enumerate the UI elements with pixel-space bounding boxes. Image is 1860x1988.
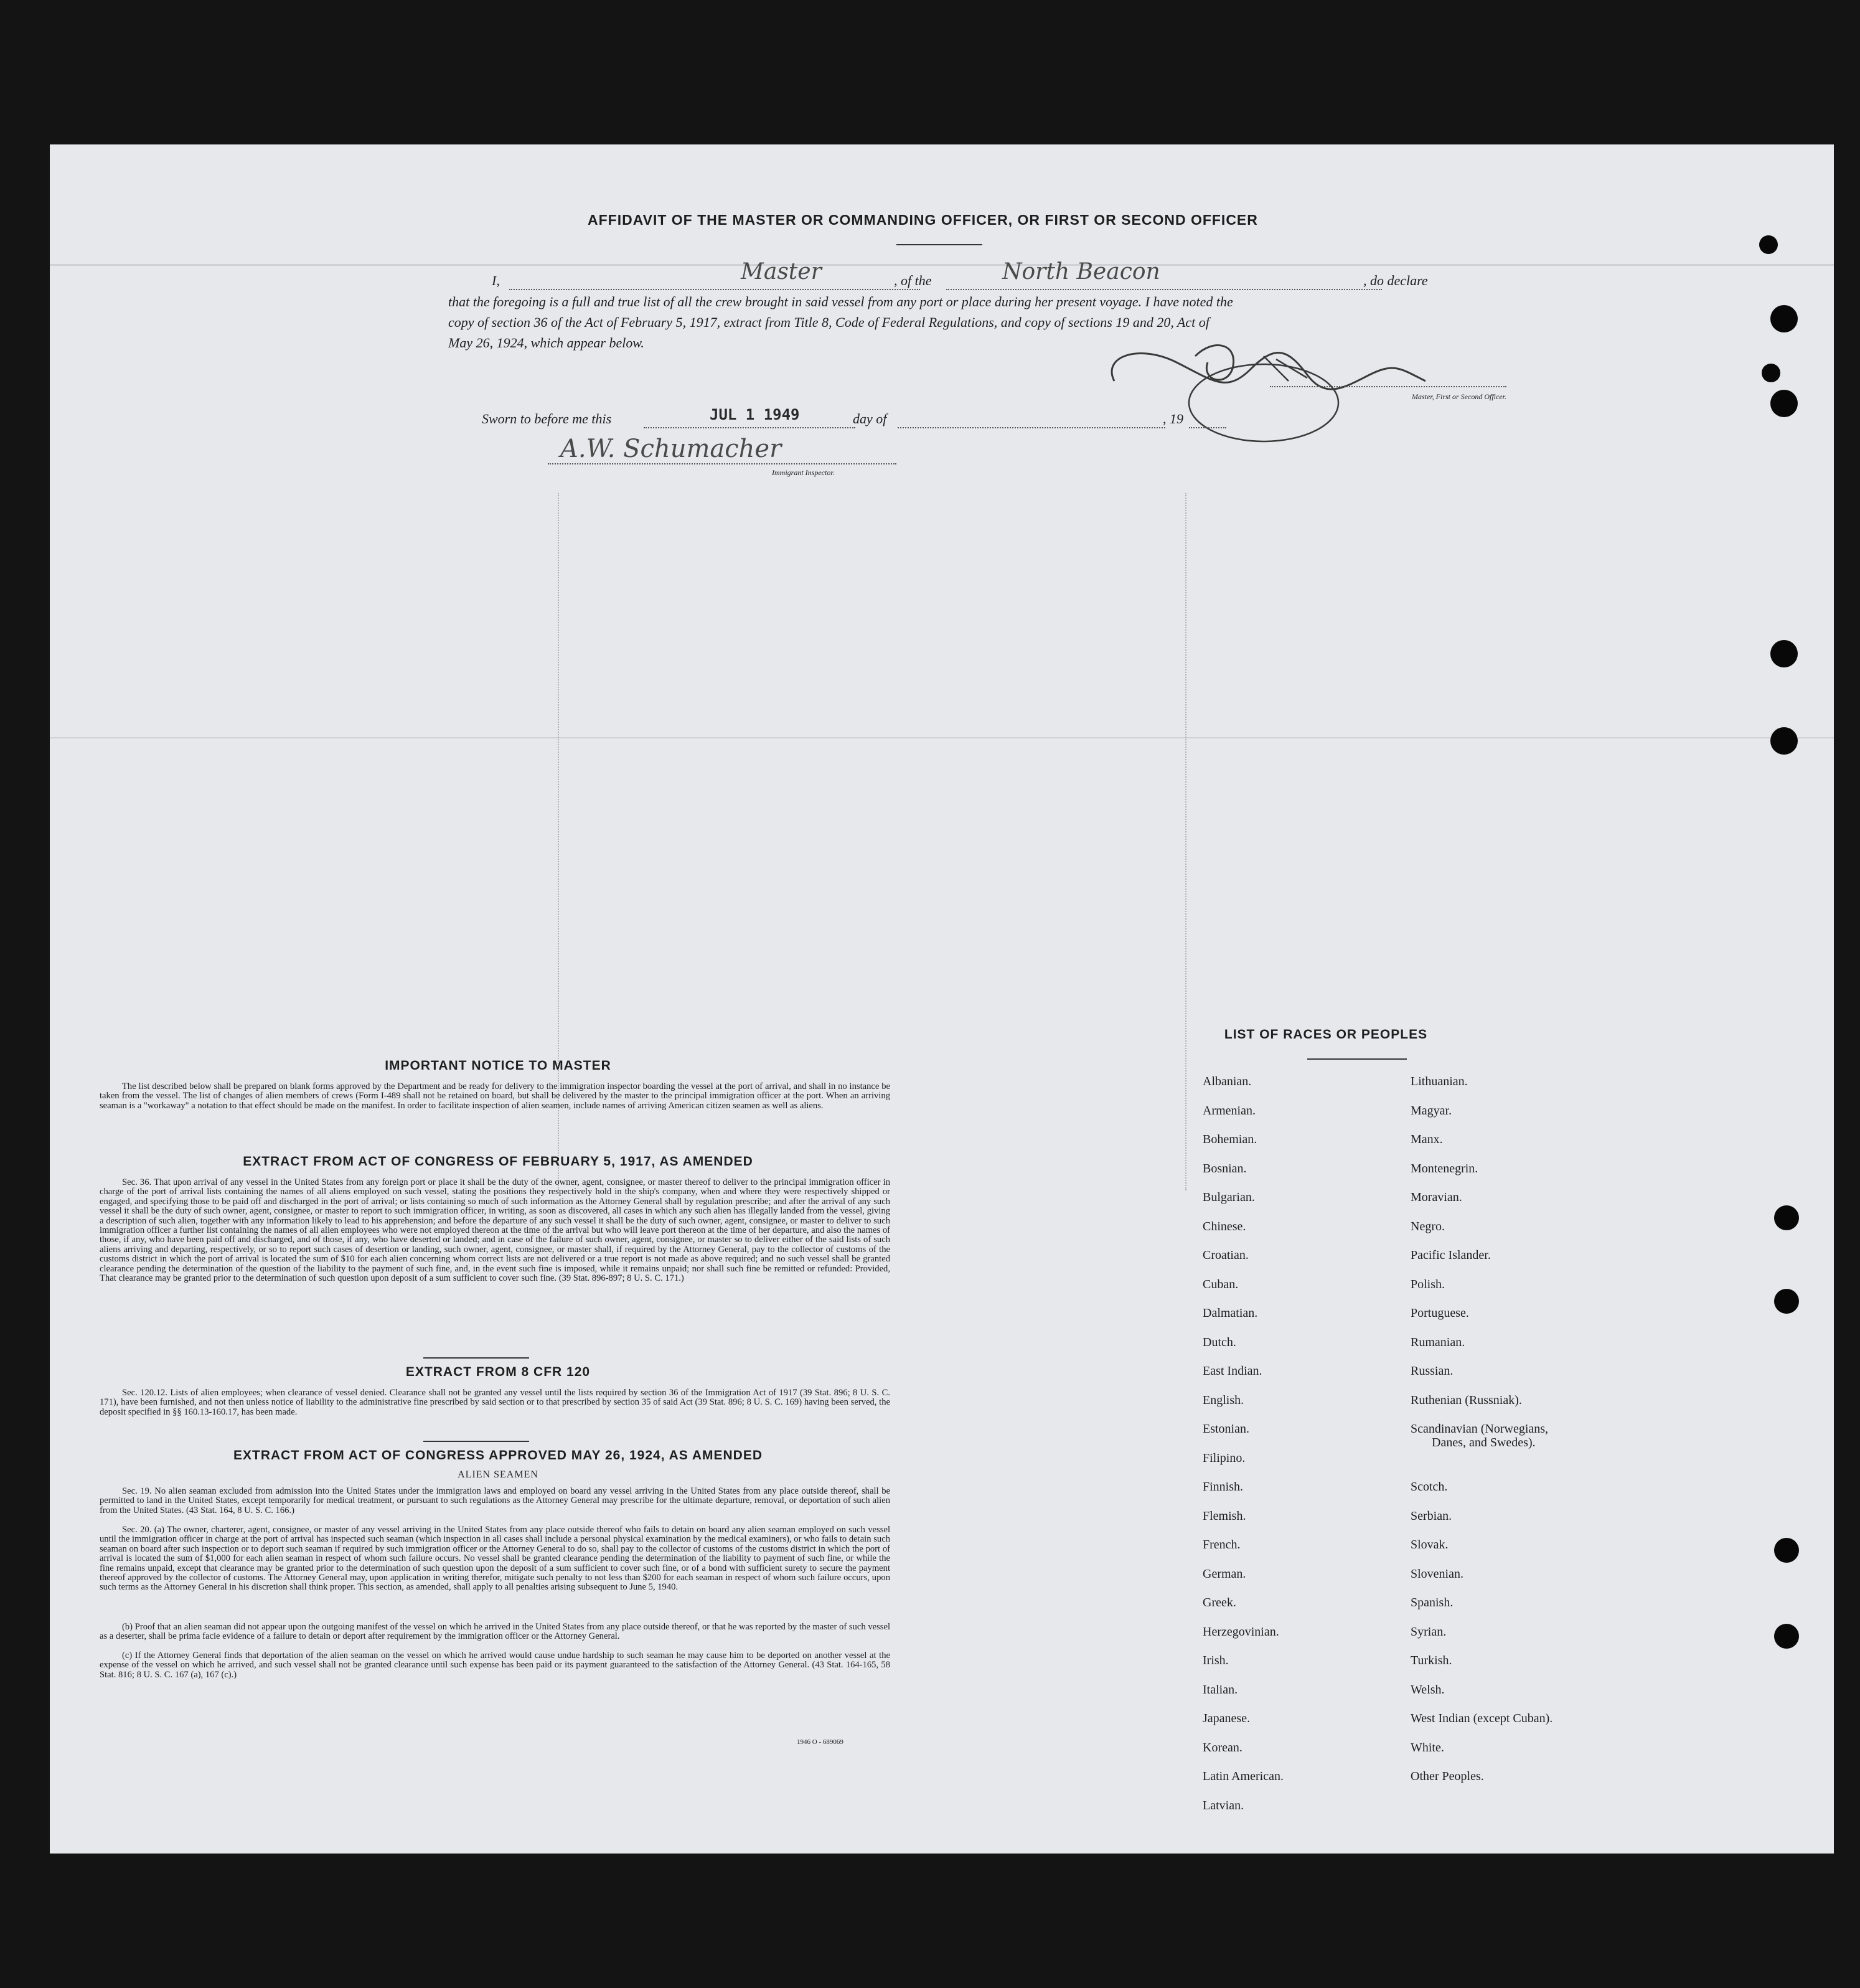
race-item: Greek. — [1203, 1596, 1236, 1609]
race-item: Dutch. — [1203, 1335, 1236, 1349]
day-of-label: day of — [853, 411, 887, 426]
race-item: Filipino. — [1203, 1451, 1246, 1465]
extract-1924-sec20b: (b) Proof that an alien seaman did not appear upon the outgoing manifest of the vessel on which he arrived in the United States from any place outside thereof, or that he was reported by the master of such vessel as a deserter, shall be prima facie evidence of a failure to detain or deport after requirement by the immigration officer or the Attorney General. — [100, 1622, 890, 1642]
race-item: Lithuanian. — [1411, 1075, 1468, 1088]
race-item: Slovak. — [1411, 1538, 1449, 1552]
race-item: Serbian. — [1411, 1509, 1452, 1523]
race-item: Ruthenian (Russniak). — [1411, 1393, 1522, 1407]
extract-1924-sec19: Sec. 19. No alien seaman excluded from admission into the United States under the immigration laws and employed on board any vessel arriving in the United States from any place outside thereof, shall be permitted to land in the United States, except temporarily for medical treatment, or pursuant to such regulations as the Attorney General may prescribe for the ultimate departure, removal, or deportation of such alien from the United States. (43 Stat. 164, 8 U. S. C. 166.) — [100, 1486, 890, 1515]
race-item: Negro. — [1411, 1219, 1445, 1233]
day-blank — [644, 427, 855, 428]
race-item: Danes, and Swedes). — [1432, 1436, 1536, 1449]
race-item: East Indian. — [1203, 1364, 1262, 1378]
name-blank — [509, 289, 920, 290]
race-item: Spanish. — [1411, 1596, 1454, 1609]
race-item: English. — [1203, 1393, 1244, 1407]
extract-1924-heading: EXTRACT FROM ACT OF CONGRESS APPROVED MAY 26, 1924, AS AMENDED — [233, 1448, 763, 1463]
statement-line-3: May 26, 1924, which appear below. — [448, 335, 644, 351]
extract-1917-heading: EXTRACT FROM ACT OF CONGRESS OF FEBRUARY 5, 1917, AS AMENDED — [243, 1154, 753, 1169]
race-item: Croatian. — [1203, 1248, 1249, 1262]
handwritten-vessel-name: North Beacon — [1002, 259, 1160, 285]
race-item: French. — [1203, 1538, 1241, 1552]
statement-line-1: that the foregoing is a full and true list of all the crew brought in said vessel from any port or place during her present voyage. I have noted the — [448, 294, 1233, 309]
punch-hole — [1770, 390, 1798, 417]
race-item: Latvian. — [1203, 1798, 1244, 1812]
race-item: Slovenian. — [1411, 1566, 1463, 1581]
race-item: Scandinavian (Norwegians, — [1411, 1422, 1549, 1436]
vessel-blank — [946, 289, 1382, 290]
race-item: Chinese. — [1203, 1219, 1246, 1233]
punch-hole — [1770, 727, 1798, 755]
race-item: Dalmatian. — [1203, 1306, 1258, 1320]
race-item: Rumanian. — [1411, 1335, 1465, 1349]
title-rule — [896, 244, 982, 245]
column-guide — [1185, 493, 1186, 1190]
signature-blank — [1270, 386, 1506, 387]
race-item: Moravian. — [1411, 1190, 1462, 1204]
extract-8cfr-heading: EXTRACT FROM 8 CFR 120 — [405, 1365, 591, 1379]
affidavit-title: AFFIDAVIT OF THE MASTER OR COMMANDING OFFICER, OR FIRST OR SECOND OFFICER — [588, 212, 1258, 228]
fold-line — [50, 737, 1834, 738]
races-heading: LIST OF RACES OR PEOPLES — [1224, 1027, 1428, 1042]
year-blank — [1189, 427, 1226, 428]
race-item: Montenegrin. — [1411, 1161, 1478, 1175]
race-item: Korean. — [1203, 1740, 1242, 1755]
race-item: Syrian. — [1411, 1624, 1447, 1639]
race-item: Flemish. — [1203, 1509, 1246, 1523]
punch-hole — [1762, 364, 1780, 382]
race-item: Herzegovinian. — [1203, 1624, 1279, 1639]
handwritten-master: Master — [741, 259, 822, 285]
race-item: German. — [1203, 1566, 1246, 1581]
year-label: , 19 — [1163, 411, 1183, 426]
race-item: Bosnian. — [1203, 1161, 1247, 1175]
race-item: Bulgarian. — [1203, 1190, 1255, 1204]
race-item: Magyar. — [1411, 1103, 1452, 1118]
punch-hole — [1774, 1205, 1799, 1230]
punch-hole — [1759, 235, 1778, 254]
fold-line — [50, 264, 1834, 266]
race-item: Turkish. — [1411, 1654, 1452, 1667]
extract-1924-sec20c: (c) If the Attorney General finds that deportation of the alien seaman on the vessel on which he arrived would cause undue hardship to such seaman he may cause him to be deported on another vessel at the expense of the vessel on which he arrived, and such vessel shall not be granted clearance until such expense has been paid or its payment guaranteed to the satisfaction of the Attorney General. (43 Stat. 164-165, 58 Stat. 816; 8 U. S. C. 167 (a), 167 (c).) — [100, 1651, 890, 1680]
sworn-label: Sworn to before me this — [482, 411, 612, 426]
extract-1917-text: Sec. 36. That upon arrival of any vessel in the United States from any foreign port or place it shall be the duty of the owner, agent, consignee, or master thereof to deliver to the principal immigration officer in charge of the port of arrival lists containing the names of all aliens employed on such vessel, stating the positions they respectively hold in the ship's company, when and where they were respectively shipped or engaged, and specifying those to be paid off and discharged in the port of arrival; or lists containing so much of such information as the Attorney General shall by regulation prescribe; and after the arrival of any such vessel it shall be the duty of such owner, agent, consignee, or master to report to such immigration officer, in writing, as soon as discovered, all cases in which any such alien has illegally landed from the vessel, giving a description of such alien, together with any information likely to lead to his apprehension; and before the departure of any such vessel it shall be the duty of such owner, agent, consignee, or master to deliver to such immigration officer a further list containing the names of all alien employees who were not employed thereon at the time of the arrival but who will leave port thereon at the time of her departure, and also the names of those, if any, who have been paid off and discharged, and of those, if any, who have deserted or landed; and in case of the failure of such owner, agent, consignee, or master so to deliver either of the said lists of such aliens arriving and departing, respectively, or so to report such cases of desertion or landing, such owner, agent, consignee, or master shall, if required by the Attorney General, pay to the collector of customs of the customs district in which the port of arrival is located the sum of $10 for each alien concerning whom correct lists are not delivered or a true report is not made as above required; and no such vessel shall be granted clearance pending the determination of the question of the liability to the payment of such fine, and, in the event such fine is imposed, while it remains unpaid; nor shall such fine be remitted or refunded: Provided, That clearance may be granted prior to the determination of such question upon deposit of a sum sufficient to cover such fine. (39 Stat. 896-897; 8 U. S. C. 171.) — [100, 1177, 890, 1284]
section-rule — [423, 1441, 529, 1442]
race-item: Cuban. — [1203, 1277, 1239, 1291]
notice-heading: IMPORTANT NOTICE TO MASTER — [385, 1058, 611, 1073]
statement-line-2: copy of section 36 of the Act of February 5, 1917, extract from Title 8, Code of Federal Regulations, and copy of sections 19 and 20, Act of — [448, 314, 1209, 330]
notice-text: The list described below shall be prepared on blank forms approved by the Department and be ready for delivery to the immigration inspector boarding the vessel at the port of arrival, and shall in no instance be taken from the vessel. The list of changes of alien members of crews (Form I-489 shall not be retained on board, but shall be delivered by the master to the principal immigration officer at the port. When an arriving seaman is a "workaway" a notation to that effect should be made on the manifest. In order to facilitate inspection of alien seamen, include names of arriving American citizen seamen as well as aliens. — [100, 1081, 890, 1111]
race-item: West Indian (except Cuban). — [1411, 1712, 1553, 1725]
race-item: Italian. — [1203, 1682, 1238, 1697]
inspector-blank — [548, 463, 896, 464]
month-blank — [898, 427, 1165, 428]
race-item: Irish. — [1203, 1654, 1229, 1667]
race-item: Finnish. — [1203, 1480, 1244, 1494]
i-label: I, — [492, 273, 500, 288]
races-rule — [1307, 1058, 1407, 1060]
punch-hole — [1770, 305, 1798, 332]
punch-hole — [1774, 1538, 1799, 1563]
extract-8cfr-text: Sec. 120.12. Lists of alien employees; when clearance of vessel denied. Clearance shall not be granted any vessel until the lists required by section 36 of the Immigration Act of 1917 (39 Stat. 896; 8 U. S. C. 171), have been furnished, and not then unless notice of liability to the administrative fine prescribed by said section or to that prescribed by section 35 of said Act (39 Stat. 896; 8 U. S. C. 169) having been served, the deposit specified in §§ 160.13-160.17, has been made. — [100, 1388, 890, 1417]
extract-1924-sec20a: Sec. 20. (a) The owner, charterer, agent, consignee, or master of any vessel arriving in the United States from any place outside thereof who fails to detain on board any alien seaman employed on such vessel until the immigration officer in charge at the port of arrival has inspected such seaman (which inspection in all cases shall include a personal physical examination by the medical examiners), or who fails to detain such seaman on board after such inspection or to deport such seaman if required by such immigration officer or the Attorney General to do so, shall pay to the collector of customs of the customs district in which the port of arrival is located the sum of $1,000 for each alien seaman in respect of whom such failure occurs. No vessel shall be granted clearance pending the determination of the liability to payment of such fine, or while the fine remains unpaid, except that clearance may be granted prior to the determination of such question upon the deposit of a sum sufficient to cover such fine, or of a bond with sufficient surety to secure the payment thereof approved by the collector of customs. The Attorney General may, upon application in writing therefor, mitigate such penalty to not less than $200 for each seaman in respect of whom such failure occurs, upon such terms as the Attorney General in his discretion shall think proper. This section, as amended, shall apply to all penalties arising subsequent to June 5, 1940. — [100, 1525, 890, 1593]
race-item: Scotch. — [1411, 1480, 1448, 1494]
signature-caption: Master, First or Second Officer. — [1412, 392, 1506, 401]
section-rule — [423, 1357, 529, 1359]
inspector-signature: A.W. Schumacher — [560, 435, 782, 463]
race-item: Latin American. — [1203, 1769, 1284, 1783]
punch-hole — [1770, 640, 1798, 667]
race-item: Russian. — [1411, 1364, 1454, 1378]
race-item: Polish. — [1411, 1277, 1445, 1291]
do-declare-label: , do declare — [1363, 273, 1428, 288]
race-item: White. — [1411, 1740, 1444, 1755]
document-page — [50, 144, 1834, 1854]
race-item: Portuguese. — [1411, 1306, 1469, 1320]
of-the-label: , of the — [894, 273, 932, 288]
punch-hole — [1774, 1624, 1799, 1649]
race-item: Other Peoples. — [1411, 1769, 1484, 1783]
punch-hole — [1774, 1289, 1799, 1314]
date-stamp: JUL 1 1949 — [710, 406, 800, 423]
race-item: Pacific Islander. — [1411, 1248, 1491, 1262]
alien-seamen-subheading: ALIEN SEAMEN — [458, 1469, 538, 1480]
race-item: Armenian. — [1203, 1103, 1256, 1118]
race-item: Welsh. — [1411, 1682, 1445, 1697]
race-item: Albanian. — [1203, 1075, 1252, 1088]
race-item: Estonian. — [1203, 1422, 1249, 1436]
race-item: Manx. — [1411, 1133, 1443, 1146]
race-item: Bohemian. — [1203, 1133, 1257, 1146]
race-item: Japanese. — [1203, 1712, 1251, 1725]
master-signature — [1102, 331, 1438, 450]
print-code: 1946 O - 689069 — [797, 1738, 843, 1746]
inspector-caption: Immigrant Inspector. — [772, 468, 835, 477]
